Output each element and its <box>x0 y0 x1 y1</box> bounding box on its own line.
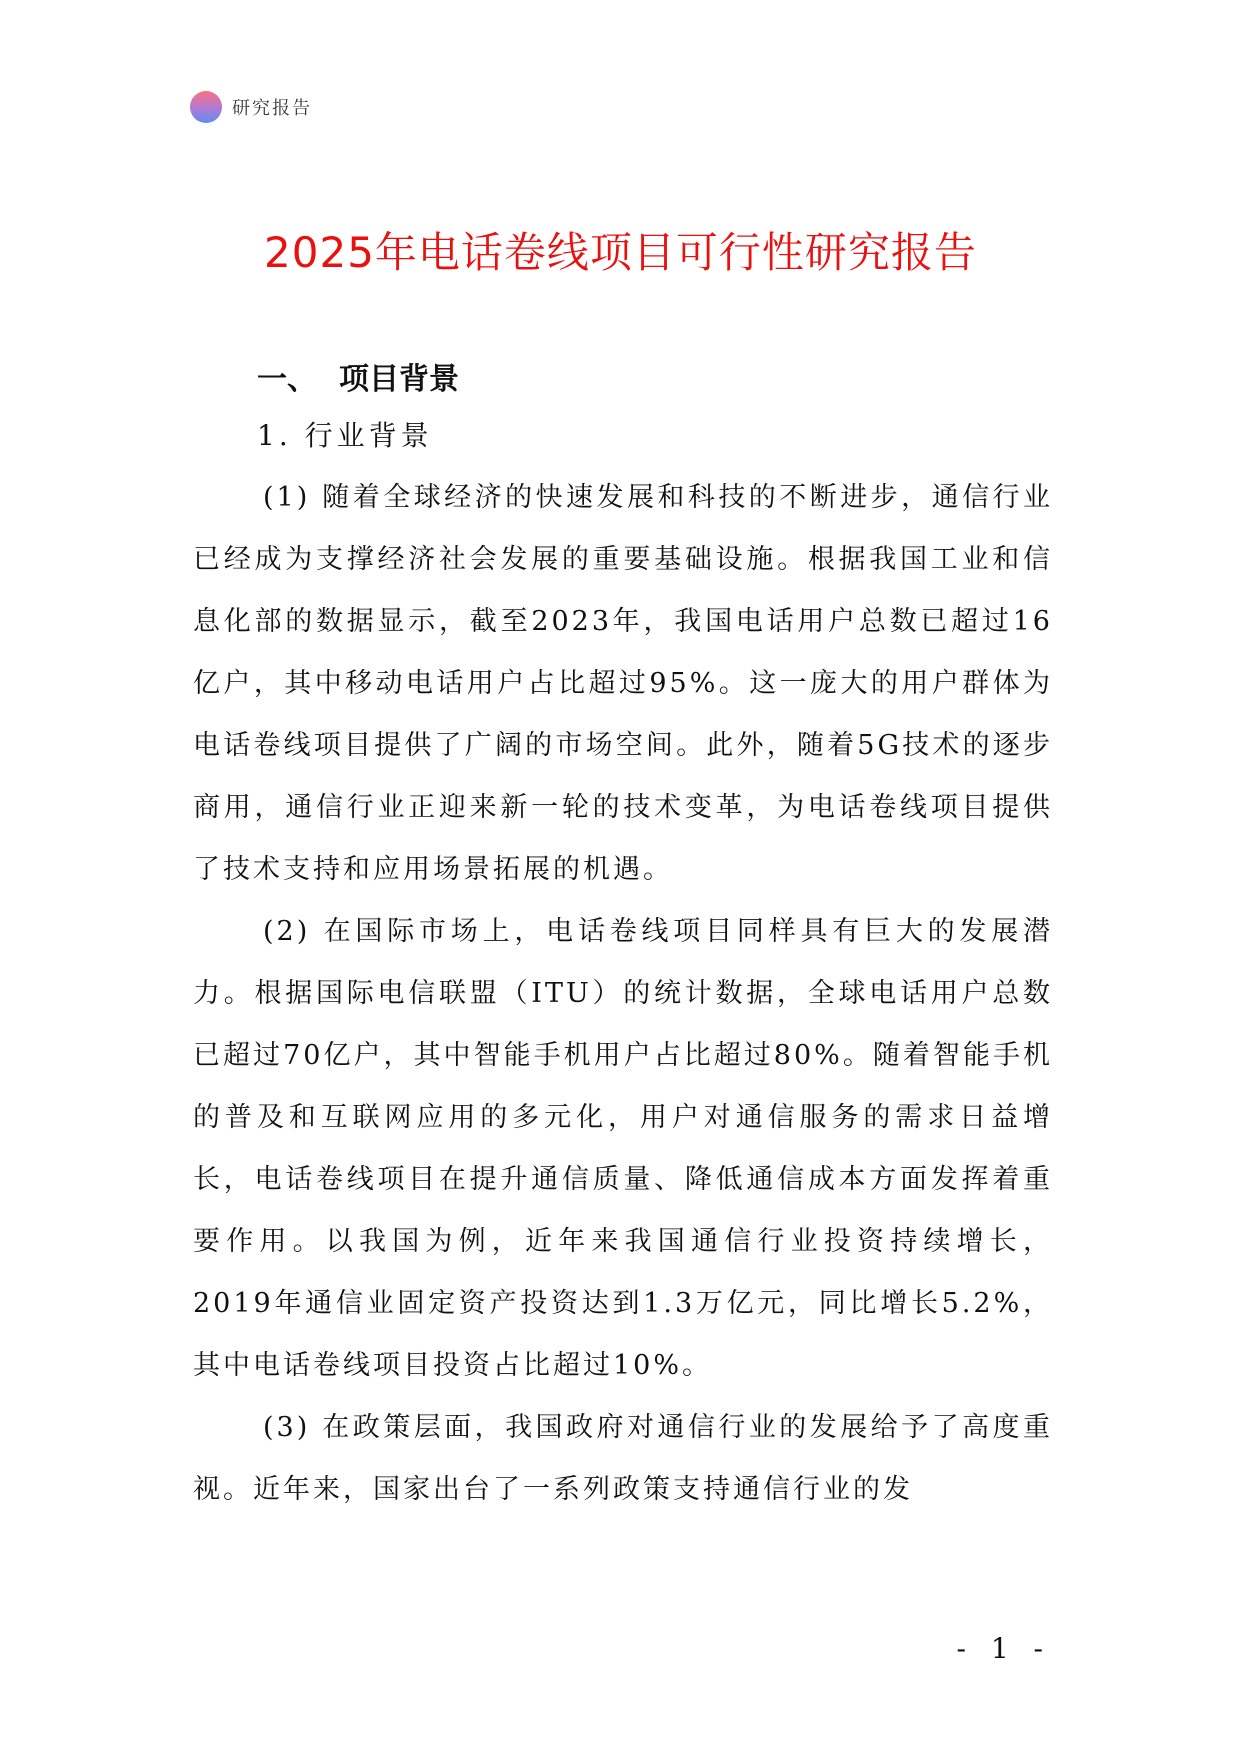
section-heading <box>257 355 1053 405</box>
subsection-heading: 1. 行业背景 <box>257 419 433 452</box>
document-title: 2025年电话卷线项目可行性研究报告 <box>264 228 977 277</box>
report-header <box>190 90 312 124</box>
logo-icon <box>190 91 222 123</box>
page-number: - 1 - <box>956 1632 1051 1665</box>
header-label: 研究报告 <box>232 98 312 119</box>
paragraph-1: (1) 随着全球经济的快速发展和科技的不断进步，通信行业已经成为支撑经济社会发展的重要基础设施。根据我国工业和信息化部的数据显示，截至2023年，我国电话用户总数已超过16亿户，其中移动电话用户占比超过95%。这一庞大的用户群体为电话卷线项目提供了广阔的市场空间。此外，随着5G技术的逐步商用，通信行业正迎来新一轮的技术变革，为电话卷线项目提供了技术支持和应用场景拓展的机遇。 <box>193 482 1053 885</box>
paragraph-3: (3) 在政策层面，我国政府对通信行业的发展给予了高度重视。近年来，国家出台了一系列政策支持通信行业的发 <box>193 1412 1053 1505</box>
section-title: 项目背景 <box>339 362 459 397</box>
paragraph-2: (2) 在国际市场上，电话卷线项目同样具有巨大的发展潜力。根据国际电信联盟（ITU）的统计数据，全球电话用户总数已超过70亿户，其中智能手机用户占比超过80%。随着智能手机的普及和互联网应用的多元化，用户对通信服务的需求日益增长，电话卷线项目在提升通信质量、降低通信成本方面发挥着重要作用。以我国为例，近年来我国通信行业投资持续增长，2019年通信业固定资产投资达到1.3万亿元，同比增长5.2%，其中电话卷线项目投资占比超过10%。 <box>193 916 1053 1381</box>
section-number: 一、 <box>257 362 317 397</box>
document-body <box>193 355 1053 1521</box>
